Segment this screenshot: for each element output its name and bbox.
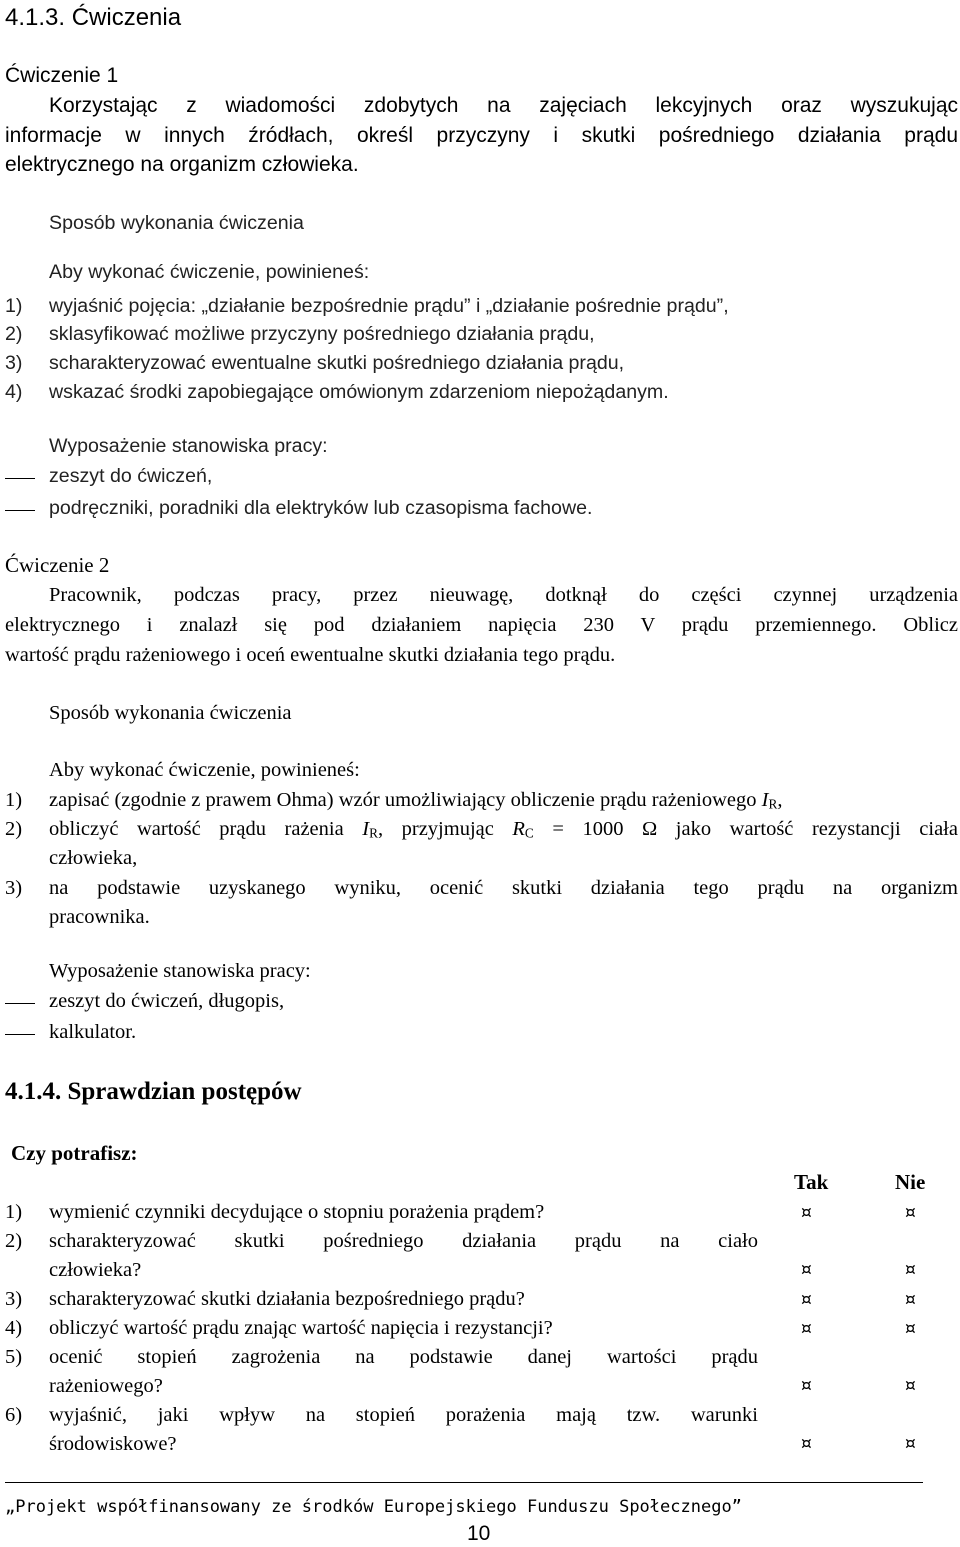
progress-title: 4.1.4. Sprawdzian postępów	[5, 1078, 302, 1105]
yes-checkbox[interactable]: ¤	[801, 1319, 812, 1339]
section-title: 4.1.3. Ćwiczenia	[5, 4, 182, 31]
column-header-yes: Tak	[794, 1170, 829, 1194]
exercise-2-title: Ćwiczenie 2	[5, 553, 110, 577]
dash-bullet	[5, 1003, 35, 1004]
item-text-continuation: rażeniowego?	[49, 1375, 163, 1397]
step-number: 4)	[5, 381, 23, 403]
yes-checkbox[interactable]: ¤	[801, 1376, 812, 1396]
item-text: wymienić czynniki decydujące o stopniu porażenia prądem?	[49, 1201, 545, 1223]
step-text: wyjaśnić pojęcia: „działanie bezpośrednie prądu” i „działanie pośrednie prądu”,	[49, 295, 729, 317]
exercise-1-text-line-2: informacje w innych źródłach, określ przyczyny i skutki pośredniego działania prądu	[5, 124, 958, 147]
exercise-2-text-line-2: elektrycznego i znalazł się pod działaniem napięcia 230 V prądu przemiennego. Oblicz	[5, 614, 958, 636]
item-number: 4)	[5, 1317, 23, 1339]
yes-checkbox[interactable]: ¤	[801, 1434, 812, 1454]
exercise-1-title: Ćwiczenie 1	[5, 64, 119, 87]
exercise-2-text-line-3: wartość prądu rażeniowego i oceń ewentualne skutki działania tego prądu.	[5, 644, 616, 666]
exercise-2-text-line-1: Pracownik, podczas pracy, przez nieuwagę, dotknął do części czynnej urządzenia	[49, 584, 958, 606]
equipment-item: zeszyt do ćwiczeń, długopis,	[49, 990, 285, 1012]
item-text: scharakteryzować skutki pośredniego działania prądu na ciało	[49, 1230, 758, 1252]
item-text-continuation: człowieka?	[49, 1259, 142, 1281]
step-text-continuation: pracownika.	[49, 906, 150, 928]
step-text: zapisać (zgodnie z prawem Ohma) wzór umożliwiający obliczenie prądu rażeniowego $I_R$,	[49, 789, 783, 812]
item-number: 2)	[5, 1230, 23, 1252]
step-number: 3)	[5, 352, 23, 374]
no-checkbox[interactable]: ¤	[905, 1319, 916, 1339]
footer-text: „Projekt współfinansowany ze środków Europejskiego Funduszu Społecznego”	[5, 1497, 742, 1517]
exercise-1-equipment-title: Wyposażenie stanowiska pracy:	[49, 435, 328, 457]
item-number: 5)	[5, 1346, 23, 1368]
yes-checkbox[interactable]: ¤	[801, 1203, 812, 1223]
dash-bullet	[5, 478, 35, 479]
step-text: na podstawie uzyskanego wyniku, ocenić skutki działania tego prądu na organizm	[49, 877, 958, 899]
step-text: wskazać środki zapobiegające omówionym zdarzeniom niepożądanym.	[49, 381, 669, 403]
exercise-2-intro: Aby wykonać ćwiczenie, powinieneś:	[49, 759, 360, 781]
no-checkbox[interactable]: ¤	[905, 1290, 916, 1310]
dash-bullet	[5, 1034, 35, 1035]
exercise-2-equipment-title: Wyposażenie stanowiska pracy:	[49, 960, 311, 982]
item-text: ocenić stopień zagrożenia na podstawie danej wartości prądu	[49, 1346, 758, 1368]
yes-checkbox[interactable]: ¤	[801, 1260, 812, 1280]
exercise-1-text-line-1: Korzystając z wiadomości zdobytych na zajęciach lekcyjnych oraz wyszukując	[49, 94, 958, 117]
equipment-item: kalkulator.	[49, 1021, 137, 1043]
step-number: 1)	[5, 295, 23, 317]
exercise-2-method-title: Sposób wykonania ćwiczenia	[49, 702, 292, 724]
dash-bullet	[5, 510, 35, 511]
progress-question: Czy potrafisz:	[11, 1141, 138, 1165]
footer-divider	[5, 1482, 923, 1483]
step-number: 2)	[5, 323, 23, 345]
item-text: scharakteryzować skutki działania bezpośredniego prądu?	[49, 1288, 525, 1310]
item-text-continuation: środowiskowe?	[49, 1433, 177, 1455]
step-text: obliczyć wartość prądu rażenia $I_R$, przyjmując $R_C = 1000$ Ω jako wartość rezystancji ciała	[49, 818, 958, 841]
step-text: sklasyfikować możliwe przyczyny pośredniego działania prądu,	[49, 323, 595, 345]
exercise-1-text-line-3: elektrycznego na organizm człowieka.	[5, 153, 359, 176]
exercise-1-method-title: Sposób wykonania ćwiczenia	[49, 212, 304, 234]
item-number: 3)	[5, 1288, 23, 1310]
step-number: 3)	[5, 877, 23, 899]
step-text: scharakteryzować ewentualne skutki pośredniego działania prądu,	[49, 352, 625, 374]
yes-checkbox[interactable]: ¤	[801, 1290, 812, 1310]
step-number: 1)	[5, 789, 23, 811]
no-checkbox[interactable]: ¤	[905, 1260, 916, 1280]
equipment-item: zeszyt do ćwiczeń,	[49, 465, 213, 487]
item-number: 6)	[5, 1404, 23, 1426]
step-text-continuation: człowieka,	[49, 847, 138, 869]
item-text: obliczyć wartość prądu znając wartość napięcia i rezystancji?	[49, 1317, 553, 1339]
no-checkbox[interactable]: ¤	[905, 1434, 916, 1454]
no-checkbox[interactable]: ¤	[905, 1203, 916, 1223]
item-number: 1)	[5, 1201, 23, 1223]
page-number: 10	[467, 1522, 491, 1545]
step-number: 2)	[5, 818, 23, 840]
exercise-1-intro: Aby wykonać ćwiczenie, powinieneś:	[49, 261, 370, 283]
no-checkbox[interactable]: ¤	[905, 1376, 916, 1396]
column-header-no: Nie	[895, 1170, 926, 1194]
equipment-item: podręczniki, poradniki dla elektryków lub czasopisma fachowe.	[49, 497, 593, 519]
item-text: wyjaśnić, jaki wpływ na stopień porażenia mają tzw. warunki	[49, 1404, 758, 1426]
